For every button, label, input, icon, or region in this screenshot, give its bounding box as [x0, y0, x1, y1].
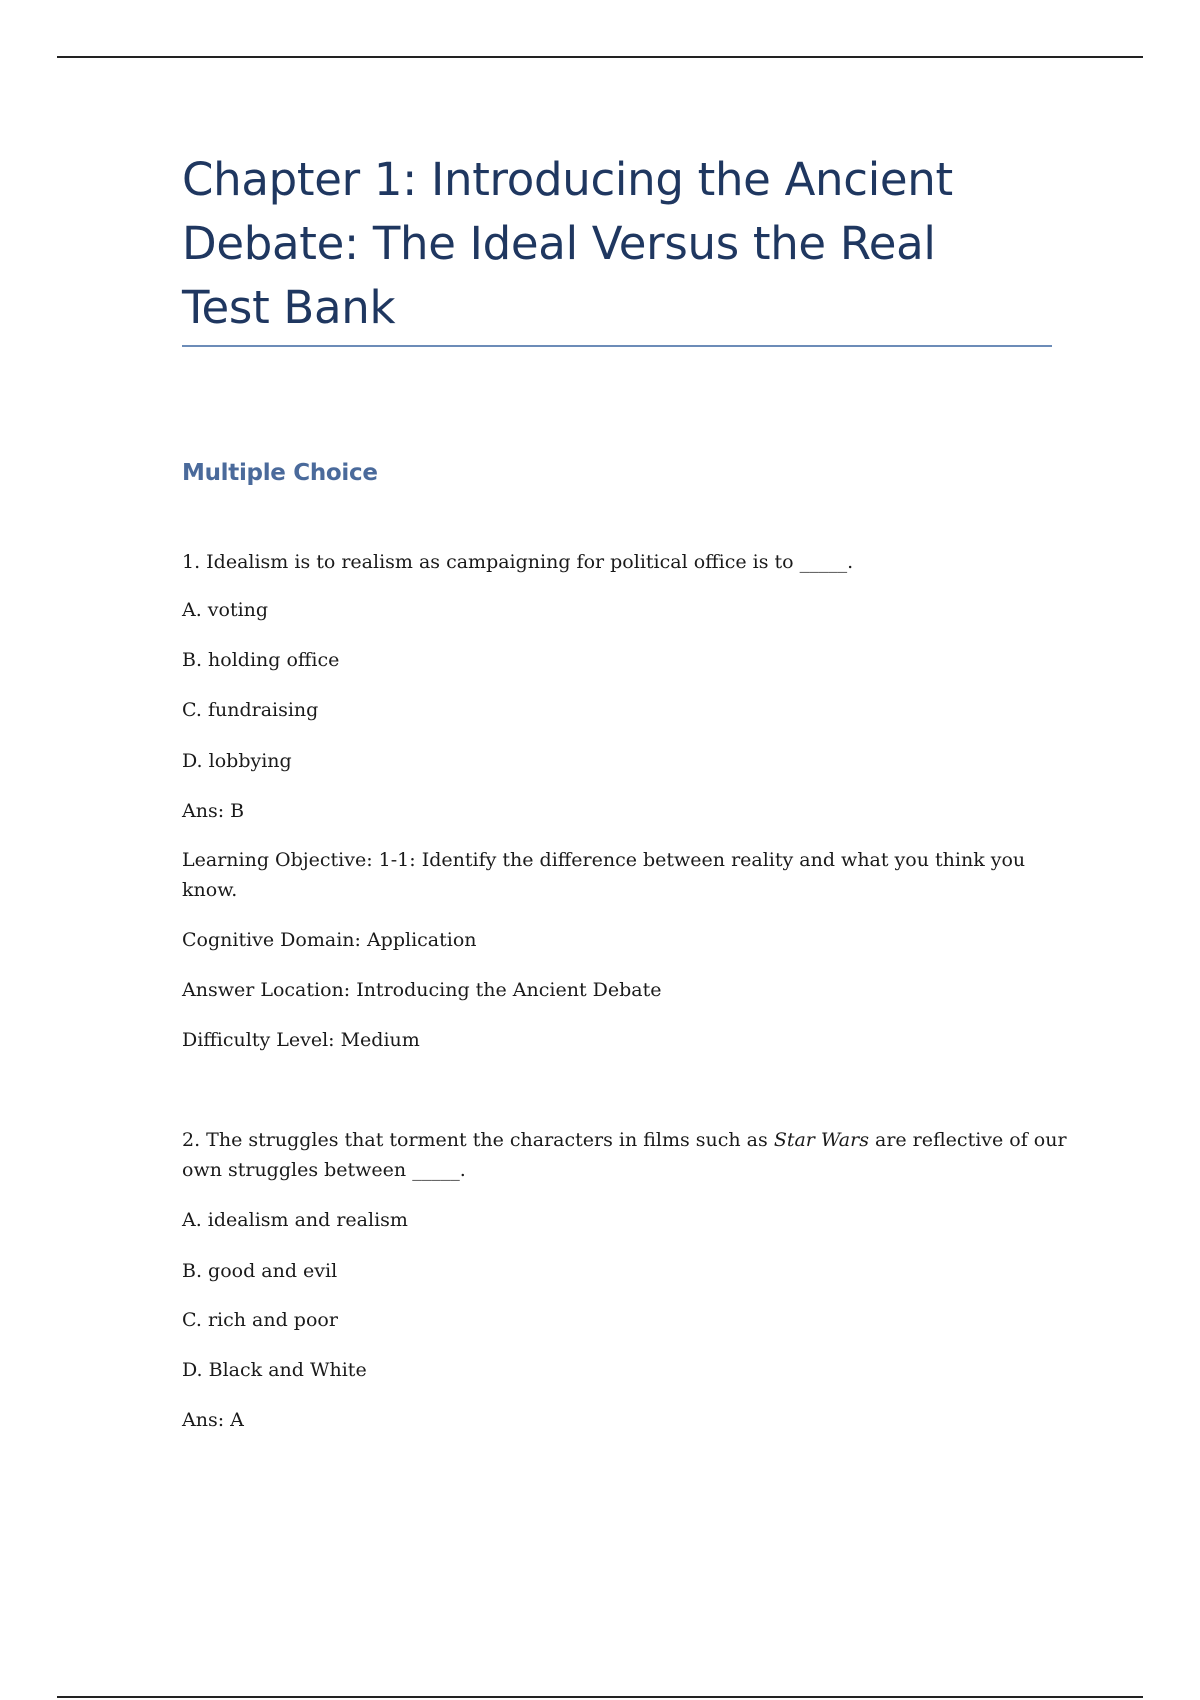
question-2-answer: Ans: A [182, 1409, 244, 1431]
question-1-option-d: D. lobbying [182, 750, 292, 772]
title-line-3: Test Bank [182, 281, 396, 334]
question-2-option-a: A. idealism and realism [182, 1209, 408, 1231]
question-1-option-a: A. voting [182, 599, 269, 621]
film-title: Star Wars [773, 1129, 869, 1151]
page-bottom-rule [57, 1696, 1143, 1698]
question-1-option-b: B. holding office [182, 649, 340, 671]
section-heading-multiple-choice: Multiple Choice [182, 460, 378, 486]
chapter-title [182, 148, 1052, 340]
question-2-option-b: B. good and evil [182, 1260, 338, 1282]
question-1-answer: Ans: B [182, 800, 245, 822]
question-2-option-c: C. rich and poor [182, 1309, 338, 1331]
title-underline [182, 345, 1052, 347]
question-1-difficulty: Difficulty Level: Medium [182, 1029, 420, 1051]
question-2-option-d: D. Black and White [182, 1359, 367, 1381]
page-top-rule [57, 56, 1143, 58]
question-1-answer-location: Answer Location: Introducing the Ancient Debate [182, 979, 662, 1001]
question-1-cognitive-domain: Cognitive Domain: Application [182, 929, 477, 951]
question-1-option-c: C. fundraising [182, 699, 319, 721]
title-line-1: Chapter 1: Introducing the Ancient [182, 153, 953, 206]
question-2-stem: 2. The struggles that torment the characters in films such as Star Wars are reflective of our own struggles between _____. [182, 1129, 1067, 1181]
title-line-2: Debate: The Ideal Versus the Real [182, 217, 936, 270]
question-1-learning-objective: Learning Objective: 1-1: Identify the difference between reality and what you think you know. [182, 849, 1026, 901]
question-1-stem: 1. Idealism is to realism as campaigning for political office is to _____. [182, 551, 854, 573]
